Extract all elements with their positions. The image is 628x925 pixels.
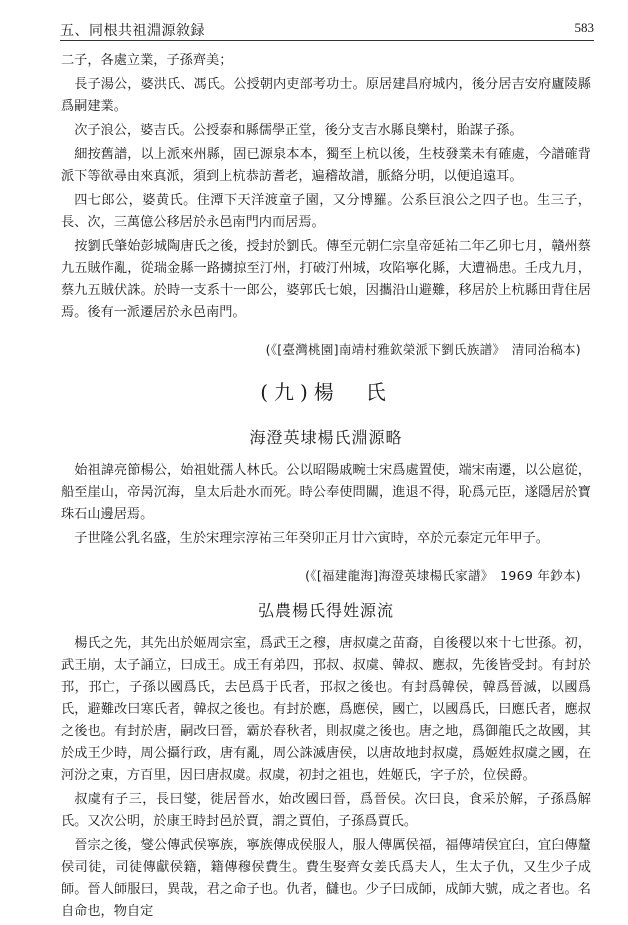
paragraph: 叔虞有子三，長曰燮，徙居晉水，始改國曰晉，爲晉侯。次曰良，食采於解，子孫爲解氏。又次公明，於康王時封邑於賈，謂之賈伯，子孫爲賈氏。	[61, 792, 591, 829]
running-title: 五、同根共祖淵源敘録	[60, 23, 205, 39]
paragraph: 細按舊譜，以上派來州縣，固已源泉本本，獨至上杭以後，生枝發業未有確處，今譜確背派下等欲尋由來真派，須到上杭恭訪耆老，遍稽故譜，脈絡分明，以便追遠耳。	[61, 147, 591, 184]
page-number: 583	[574, 20, 594, 35]
paragraph: 按劉氏肇始彭城陶唐氏之後，授封於劉氏。傳至元朝仁宗皇帝延祐二年乙卯七月，贛州蔡九五賊作亂，從瑞金縣一路擄掠至汀州，打破汀州城，攻陷寧化縣，大遭禍患。壬戌九月，蔡九五賊伏誅。於時一支系十一郎公，婆郭氏七娘，因攜沿山避難，移居於上杭縣田背住居焉。後有一派遷居於永邑南門。	[61, 239, 591, 320]
article-title: 弘農楊氏得姓源流	[257, 601, 394, 620]
paragraph: 晉宗之後，燮公傳武侯寧族，寧族傳成侯服人，服人傳厲侯福，福傳靖侯宜臼，宜臼傳釐侯司徒，司徒傳獻侯籍，籍傳穆侯費生。費生娶齊女姜氏爲夫人，生太子仇，又生少子成師。晉人師服曰，異哉，君之命子也。仇者，讎也。少子曰成師，成師大號，成之者也。名自命也，物自定	[61, 838, 591, 919]
article-title: 海澄英埭楊氏淵源略	[249, 428, 403, 447]
yang-origin-block	[61, 425, 591, 586]
page-body	[61, 50, 591, 925]
paragraph: 長子湯公，婆洪氏、馮氏。公授朝内吏部考功士。原居建昌府城内，後分居吉安府廬陵縣爲嗣建業。	[61, 77, 591, 114]
paragraph: 四七郎公，婆黄氏。住潭下天洋渡童子園，又分博羅。公系巨浪公之四子也。生三子，長、次，三萬億公移居於永邑南門内而居焉。	[61, 193, 591, 230]
section-heading: (九)楊 氏	[260, 380, 392, 404]
paragraph: 二子，各處立業，子孫齊美；	[61, 53, 233, 68]
liu-clan-block	[61, 50, 591, 360]
paragraph: 始祖諱亮節楊公，始祖妣孺人林氏。公以昭陽戚畹士宋爲處置使，端宋南遷，以公扈從，船至崖山，帝昺沉海，皇太后赴水而死。時公奉使問關，進退不得，恥爲元臣，遂隱居於寶珠石山邊居焉。	[61, 463, 591, 522]
hongnong-yang-block	[61, 598, 591, 923]
paragraph: 子世隆公乳名盛，生於宋理宗淳祐三年癸卯正月廿六寅時，卒於元泰定元年甲子。	[74, 531, 549, 546]
source-citation: (《[臺灣桃園]南靖村雅欽榮派下劉氏族譜》 清同治稿本)	[265, 342, 581, 357]
paragraph: 次子浪公，婆吉氏。公授泰和縣儒學正堂，後分支吉水縣良樂村，貽謀子孫。	[74, 123, 523, 138]
source-citation: (《[福建龍海]海澄英埭楊氏家譜》 1969 年鈔本)	[305, 568, 581, 583]
paragraph: 楊氏之先，其先出於姬周宗室，爲武王之穆，唐叔虞之苗裔，自後稷以來十七世孫。初，武王崩，太子誦立，曰成王。成王有弟四，邘叔、叔虞、韓叔、應叔，先後皆受封。有封於邘，邘亡，子孫以國爲氏，去邑爲于氏者，邘叔之後也。有封爲韓侯，韓爲晉滅，以國爲氏，避難改曰寒氏者，韓叔之後也。有封於應，爲應侯，國亡，以國爲氏，曰應氏者，應叔之後也。有封於唐，嗣改曰晉，霸於春秋者，則叔虞之後也。唐之地，爲御龍氏之故國，其於成王少時，周公攝行政，唐有亂，周公誅滅唐侯，以唐故地封叔虞，爲姬姓叔虞之國，在河汾之東，方百里，因曰唐叔虞。叔虞，初封之祖也，姓姬氏，字子於，位侯爵。	[61, 636, 591, 783]
page-header	[60, 18, 594, 41]
